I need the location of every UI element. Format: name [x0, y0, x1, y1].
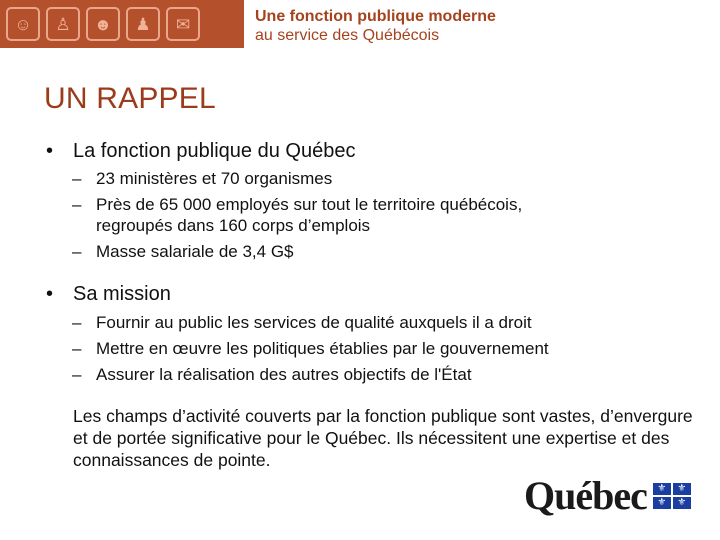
- fleur-de-lis-icon: ⚜: [653, 483, 671, 495]
- list-item-text: Masse salariale de 3,4 G$: [96, 242, 294, 261]
- family-icon: ♟: [126, 7, 160, 41]
- fleurdelise-flag-icon: [653, 483, 691, 509]
- fleur-de-lis-icon: ⚜: [673, 483, 691, 495]
- list-item: [72, 338, 672, 359]
- dash-marker: –: [72, 365, 82, 384]
- list-item: [72, 168, 672, 189]
- list-item-continuation: [72, 215, 672, 236]
- list-item-text: regroupés dans 160 corps d’emplois: [96, 216, 371, 235]
- list-item-text: Près de 65 000 employés sur tout le territoire québécois,: [96, 195, 523, 214]
- logo-wordmark: Québec: [524, 473, 647, 518]
- header-line-2: au service des Québécois: [255, 27, 440, 44]
- dash-marker: –: [72, 339, 82, 358]
- dash-marker: –: [72, 313, 82, 332]
- fleur-de-lis-icon: ⚜: [653, 497, 671, 509]
- fleur-de-lis-icon: ⚜: [673, 497, 691, 509]
- group-icon: ☻: [86, 7, 120, 41]
- dash-marker: –: [72, 169, 82, 188]
- list-item-text: Fournir au public les services de qualité auxquels il a droit: [96, 313, 532, 332]
- bullet-heading: La fonction publique du Québec: [73, 140, 356, 162]
- header-banner: [0, 0, 244, 48]
- list-item: [72, 241, 672, 262]
- header-text: [255, 7, 496, 45]
- list-item-text: 23 ministères et 70 organismes: [96, 169, 333, 188]
- list-item-text: Assurer la réalisation des autres objectifs de l'État: [96, 365, 472, 384]
- bullet-heading: Sa mission: [73, 283, 171, 305]
- speech-icon: ✉: [166, 7, 200, 41]
- slide-title: UN RAPPEL: [44, 82, 216, 115]
- bullet-fonction-publique: [46, 140, 355, 163]
- bullet-marker: •: [46, 283, 54, 305]
- dash-marker: –: [72, 242, 82, 261]
- bullet-mission: [46, 283, 171, 306]
- list-item: [72, 364, 672, 385]
- dash-marker: –: [72, 195, 82, 214]
- people-icon: ☺: [6, 7, 40, 41]
- list-item: [72, 312, 672, 333]
- list-item: [72, 194, 672, 215]
- list-item-text: Mettre en œuvre les politiques établies par le gouvernement: [96, 339, 549, 358]
- closing-paragraph: Les champs d’activité couverts par la fonction publique sont vastes, d’envergure et de portée significative pour le Québec. Ils nécessitent une expertise et des connaissances de pointe.: [73, 406, 693, 470]
- bullet-marker: •: [46, 140, 54, 162]
- quebec-logo: [524, 473, 691, 518]
- header-line-1: Une fonction publique moderne: [255, 8, 496, 25]
- person-icon: ♙: [46, 7, 80, 41]
